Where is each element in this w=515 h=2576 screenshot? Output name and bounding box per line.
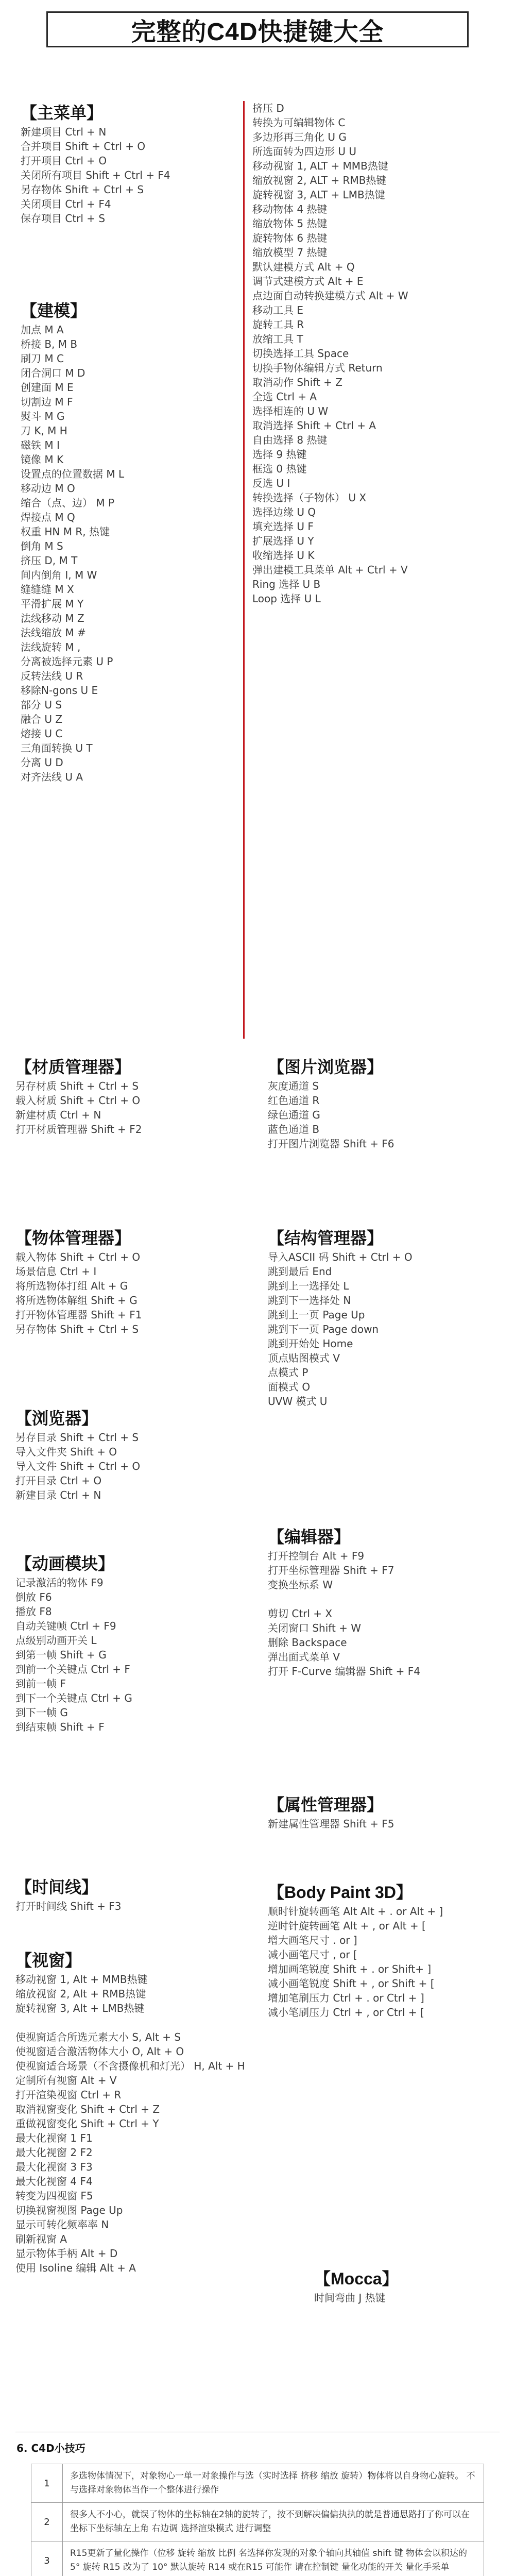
shortcut-item: 打开时间线 Shift + F3 — [15, 1900, 122, 1912]
shortcut-item: 反选 U I — [252, 477, 290, 489]
material-manager-section — [15, 1055, 142, 1137]
shortcut-item: 重做视窗变化 Shift + Ctrl + Y — [15, 2117, 159, 2130]
tip-row — [31, 2503, 484, 2541]
shortcut-item: 跳到上一页 Page Up — [268, 1309, 365, 1321]
shortcut-item: 灰度通道 S — [268, 1080, 319, 1092]
shortcut-item: 最大化视窗 3 F3 — [15, 2161, 93, 2173]
shortcut-item: 关闭项目 Ctrl + F4 — [21, 198, 111, 210]
shortcut-item: 到下一帧 G — [15, 1706, 68, 1719]
shortcut-item: 融合 U Z — [21, 713, 63, 725]
timeline-section — [15, 1875, 122, 1913]
shortcut-item: 删除 Backspace — [268, 1636, 347, 1649]
shortcut-item: 剪切 Ctrl + X — [268, 1607, 333, 1620]
shortcut-item: 权重 HN M R, 热键 — [21, 526, 110, 538]
shortcut-item: 定制所有视窗 Alt + V — [15, 2074, 117, 2087]
shortcut-item: 最大化视窗 2 F2 — [15, 2146, 93, 2159]
shortcut-item: 缩放视窗 2, Alt + RMB热键 — [15, 1988, 146, 2000]
shortcut-item: 场景信息 Ctrl + I — [15, 1265, 97, 1278]
shortcut-item: 多边形再三角化 U G — [252, 131, 347, 143]
shortcut-item: 移动边 M O — [21, 482, 75, 495]
shortcut-item: 将所选物体打组 Alt + G — [15, 1280, 128, 1292]
shortcut-item: 记录激活的物体 F9 — [15, 1577, 104, 1589]
shortcut-item: 弹出建模工具菜单 Alt + Ctrl + V — [252, 564, 408, 576]
shortcut-item: 法线移动 M Z — [21, 612, 84, 624]
section-heading: 【浏览器】 — [15, 1409, 98, 1428]
shortcut-item: 顶点贴图模式 V — [268, 1352, 340, 1364]
shortcut-item: 挤压 D — [252, 102, 284, 114]
tip-text: 很多人不小心，就误了物体的坐标轴在2轴的旋转了，按不到解决偏偏执执的就是普通思路打了你可以在坐标下坐标轴左上角 右边调 选择渲染模式 进行调整 — [70, 2510, 470, 2534]
shortcut-item: Ring 选择 U B — [252, 578, 321, 590]
shortcut-item: 显示可转化频率率 N — [15, 2218, 109, 2231]
shortcut-item: 创建面 M E — [21, 381, 74, 394]
shortcut-item: 打开控制台 Alt + F9 — [268, 1550, 365, 1562]
shortcut-item: 切换手物体编辑方式 Return — [252, 362, 383, 374]
shortcut-item: 使视窗适合场景（不含摄像机和灯光） H, Alt + H — [15, 2060, 245, 2072]
shortcut-item: 另存物体 Shift + Ctrl + S — [15, 1323, 139, 1335]
shortcut-item: 桥接 B, M B — [21, 338, 78, 350]
editor-section — [268, 1525, 420, 1679]
shortcut-item: 选择相连的 U W — [252, 405, 329, 417]
shortcut-item — [268, 1592, 420, 1606]
shortcut-item: 打开物体管理器 Shift + F1 — [15, 1309, 142, 1321]
shortcut-item: 转换为可编辑物体 C — [252, 116, 346, 129]
shortcut-item: 磁铁 M I — [21, 439, 60, 451]
shortcut-item: 将所选物体解组 Shift + G — [15, 1294, 138, 1307]
shortcut-item: UVW 模式 U — [268, 1395, 328, 1408]
shortcut-item: 取消选择 Shift + Ctrl + A — [252, 419, 376, 432]
attribute-manager-section — [268, 1793, 394, 1831]
shortcut-item: 合并项目 Shift + Ctrl + O — [21, 140, 146, 152]
shortcut-item — [15, 2015, 245, 2030]
shortcut-item: 移动物体 4 热键 — [252, 203, 328, 215]
shortcut-item: 打开目录 Ctrl + O — [15, 1475, 102, 1487]
shortcut-item: 倒角 M S — [21, 540, 63, 552]
shortcut-item: 移除N-gons U E — [21, 684, 98, 697]
shortcut-item: 框选 0 热键 — [252, 463, 307, 475]
section-heading: 【属性管理器】 — [268, 1795, 384, 1814]
shortcut-item: 跳到开始处 Home — [268, 1337, 353, 1350]
section-heading: 【主菜单】 — [21, 104, 104, 122]
shortcut-item: 缩放物体 5 热键 — [252, 217, 328, 230]
shortcut-item: 增大画笔尺寸 . or ] — [268, 1934, 357, 1946]
shortcut-item: 跳到上一选择处 L — [268, 1280, 349, 1292]
shortcut-item: 点边面自动转换建模方式 Alt + W — [252, 290, 408, 302]
section-heading: 【时间线】 — [15, 1878, 98, 1896]
shortcut-item: 新建项目 Ctrl + N — [21, 126, 107, 138]
tip-text-cell — [63, 2541, 484, 2576]
shortcut-item: 间内倒角 I, M W — [21, 569, 97, 581]
bodypaint-section — [268, 1880, 443, 2020]
shortcut-item: 选择边缘 U Q — [252, 506, 316, 518]
section-heading: 【动画模块】 — [15, 1554, 115, 1573]
viewport-section — [15, 1948, 245, 2275]
shortcut-item: 法线缩放 M # — [21, 626, 86, 639]
shortcut-item: 刀 K, M H — [21, 425, 67, 437]
shortcut-item: 导入文件夹 Shift + O — [15, 1446, 117, 1458]
shortcut-item: 取消动作 Shift + Z — [252, 376, 342, 388]
shortcut-item: 默认建模方式 Alt + Q — [252, 261, 355, 273]
section-heading: 【图片浏览器】 — [268, 1058, 384, 1076]
section-heading: 【Body Paint 3D】 — [268, 1883, 413, 1902]
shortcut-item: 填充选择 U F — [252, 520, 314, 533]
shortcut-item: 面模式 O — [268, 1381, 311, 1393]
modeling-section — [21, 299, 124, 784]
shortcut-item: 法线旋转 M , — [21, 641, 81, 653]
shortcut-item: 旋转工具 R — [252, 318, 304, 331]
shortcut-item: 切割边 M F — [21, 396, 73, 408]
shortcut-item: 另存目录 Shift + Ctrl + S — [15, 1431, 139, 1444]
shortcut-item: 显示物体手柄 Alt + D — [15, 2247, 118, 2260]
shortcut-item: 放缩工具 T — [252, 333, 303, 345]
shortcut-item: 打开项目 Ctrl + O — [21, 155, 107, 167]
shortcut-item: 绿色通道 G — [268, 1109, 320, 1121]
shortcut-item: 缩放模型 7 热键 — [252, 246, 328, 259]
shortcut-item: 关闭窗口 Shift + W — [268, 1622, 362, 1634]
shortcut-item: 导入ASCII 码 Shift + Ctrl + O — [268, 1251, 413, 1263]
main-menu-section — [21, 101, 170, 226]
shortcut-item: Loop 选择 U L — [252, 592, 321, 605]
column-divider — [243, 101, 245, 1039]
shortcut-item: 到第一帧 Shift + G — [15, 1649, 107, 1661]
shortcut-item: 闭合洞口 M D — [21, 367, 85, 379]
shortcut-item: 设置点的位置数据 M L — [21, 468, 125, 480]
shortcut-item: 使用 Isoline 编辑 Alt + A — [15, 2262, 136, 2274]
section-heading: 【建模】 — [21, 301, 87, 320]
shortcut-item: 熔接 U C — [21, 727, 63, 740]
mocca-section — [314, 2267, 399, 2305]
shortcut-item: 减小画笔锐度 Shift + , or Shift + [ — [268, 1977, 435, 1990]
shortcut-item: 最大化视窗 1 F1 — [15, 2132, 93, 2144]
section-heading: 【编辑器】 — [268, 1528, 351, 1546]
shortcut-item: 分离 U D — [21, 756, 63, 769]
shortcut-item: 到结束帧 Shift + F — [15, 1721, 105, 1733]
shortcut-item: 所选面转为四边形 U U — [252, 145, 356, 158]
shortcut-item: 使视窗适合所选元素大小 S, Alt + S — [15, 2031, 181, 2043]
tip-row — [31, 2541, 484, 2576]
shortcut-item: 打开渲染视窗 Ctrl + R — [15, 2089, 122, 2101]
shortcut-item: 加点 M A — [21, 324, 64, 336]
shortcut-item: 移动工具 E — [252, 304, 303, 316]
shortcut-item: 焊接点 M Q — [21, 511, 75, 523]
shortcut-item: 关闭所有项目 Shift + Ctrl + F4 — [21, 169, 170, 181]
shortcut-item: 打开坐标管理器 Shift + F7 — [268, 1564, 394, 1577]
shortcut-item: 三角面转换 U T — [21, 742, 93, 754]
shortcut-item: 镜像 M K — [21, 453, 64, 466]
shortcut-item: 收缩选择 U K — [252, 549, 315, 562]
shortcut-item: 熨斗 M G — [21, 410, 65, 422]
shortcut-item: 新建材质 Ctrl + N — [15, 1109, 101, 1121]
shortcut-item: 分离被选择元素 U P — [21, 655, 113, 668]
shortcut-item: 点级别动画开关 L — [15, 1634, 97, 1647]
shortcut-item: 播放 F8 — [15, 1605, 52, 1618]
shortcut-item: 旋转视窗 3, ALT + LMB热键 — [252, 189, 385, 201]
shortcut-item: 顺时针旋转画笔 Alt Alt + . or Alt + ] — [268, 1905, 443, 1918]
shortcut-item: 旋转视窗 3, Alt + LMB热键 — [15, 2002, 145, 2014]
object-manager-section — [15, 1226, 142, 1336]
shortcut-item: 扩展选择 U Y — [252, 535, 314, 547]
shortcut-item: 变换坐标系 W — [268, 1579, 333, 1591]
shortcut-item: 另存物体 Shift + Ctrl + S — [21, 183, 144, 196]
animation-section — [15, 1552, 132, 1734]
tip-number: 3 — [31, 2541, 63, 2576]
shortcut-item: 切换视窗视图 Page Up — [15, 2204, 123, 2216]
shortcut-item: 取消视窗变化 Shift + Ctrl + Z — [15, 2103, 160, 2115]
shortcut-item: 跳到最后 End — [268, 1265, 332, 1278]
shortcut-item: 反转法线 U R — [21, 670, 83, 682]
shortcut-item: 对齐法线 U A — [21, 771, 83, 783]
tip-text: R15更新了量化操作（位移 旋转 缩放 比例 名选择你发现的对象个轴向其轴值 shift 键 物体会以积达的5° 旋转 R15 改为了 10° 默认旋转 R14 或在R15 可能作 请在控制键 量化功能的开关 量化手采单 — [70, 2548, 467, 2572]
shortcut-item: 导入文件 Shift + Ctrl + O — [15, 1460, 141, 1472]
section-heading: 【视窗】 — [15, 1951, 82, 1970]
shortcut-item: 缩合（点、边） M P — [21, 497, 115, 509]
shortcut-item: 使视窗适合激活物体大小 O, Alt + O — [15, 2045, 184, 2058]
shortcut-item: 新建属性管理器 Shift + F5 — [268, 1818, 394, 1830]
shortcut-item: 选择 9 热键 — [252, 448, 307, 461]
shortcut-item: 全选 Ctrl + A — [252, 391, 317, 403]
shortcut-item: 自动关键帧 Ctrl + F9 — [15, 1620, 116, 1632]
shortcut-item: 移动视窗 1, Alt + MMB热键 — [15, 1973, 148, 1986]
shortcut-item: 到下一个关键点 Ctrl + G — [15, 1692, 132, 1704]
shortcut-item: 保存项目 Ctrl + S — [21, 212, 106, 225]
shortcut-item: 缩放视窗 2, ALT + RMB热键 — [252, 174, 387, 187]
section-heading: 【Mocca】 — [314, 2269, 399, 2288]
structure-manager-section — [268, 1226, 413, 1409]
shortcut-item: 减小画笔尺寸 , or [ — [268, 1948, 357, 1961]
shortcut-item: 弹出面式菜单 V — [268, 1651, 340, 1663]
shortcut-item: 挤压 D, M T — [21, 554, 78, 567]
modeling-continued-section — [252, 101, 408, 606]
page-title: 完整的C4D快捷键大全 — [46, 11, 469, 47]
shortcut-item: 蓝色通道 B — [268, 1123, 320, 1136]
shortcut-item: 到前一帧 F — [15, 1677, 66, 1690]
shortcut-item: 增加画笔锐度 Shift + . or Shift+ ] — [268, 1963, 432, 1975]
shortcut-item: 点模式 P — [268, 1366, 308, 1379]
tip-text: 多选物体情况下，对象物心一单一对象操作与选（实时选择 挤移 缩放 旋转）物体将以自身物心旋转。 不与选择对象物体当作一个整体进行操作 — [70, 2471, 475, 2495]
shortcut-item: 打开图片浏览器 Shift + F6 — [268, 1138, 394, 1150]
shortcut-item: 刷刀 M C — [21, 352, 64, 365]
tips-table — [31, 2464, 484, 2576]
shortcut-item: 另存材质 Shift + Ctrl + S — [15, 1080, 139, 1092]
shortcut-item: 时间弯曲 J 热键 — [314, 2292, 386, 2304]
browser-section — [15, 1406, 140, 1502]
shortcut-item: 部分 U S — [21, 699, 62, 711]
shortcut-item: 红色通道 R — [268, 1094, 320, 1107]
shortcut-item: 最大化视窗 4 F4 — [15, 2175, 93, 2188]
shortcut-item: 刷新视窗 A — [15, 2233, 67, 2245]
section-heading: 【物体管理器】 — [15, 1229, 131, 1247]
shortcut-item: 到前一个关键点 Ctrl + F — [15, 1663, 130, 1675]
shortcut-item: 新建目录 Ctrl + N — [15, 1489, 101, 1501]
shortcut-item: 打开材质管理器 Shift + F2 — [15, 1123, 142, 1136]
shortcut-item: 跳到下一选择处 N — [268, 1294, 351, 1307]
picture-viewer-section — [268, 1055, 394, 1151]
section-heading: 【结构管理器】 — [268, 1229, 384, 1247]
shortcut-item: 增加笔刷压力 Ctrl + . or Ctrl + ] — [268, 1992, 424, 2004]
tip-text-cell — [63, 2503, 484, 2541]
shortcut-item: 调节式建模方式 Alt + E — [252, 275, 364, 287]
shortcut-item: 逆时针旋转画笔 Alt + , or Alt + [ — [268, 1920, 426, 1932]
shortcut-item: 自由选择 8 热键 — [252, 434, 328, 446]
tip-number: 1 — [31, 2464, 63, 2503]
tips-heading: 6. C4D小技巧 — [16, 2442, 85, 2454]
shortcut-item: 旋转物体 6 热键 — [252, 232, 328, 244]
shortcut-item: 平滑扩展 M Y — [21, 598, 84, 610]
tip-text-cell — [63, 2464, 484, 2503]
tip-row — [31, 2464, 484, 2503]
shortcut-item: 减小笔刷压力 Ctrl + , or Ctrl + [ — [268, 2006, 424, 2019]
section-heading: 【材质管理器】 — [15, 1058, 131, 1076]
shortcut-item: 跳到下一页 Page down — [268, 1323, 379, 1335]
shortcut-item: 转变为四视窗 F5 — [15, 2190, 93, 2202]
shortcut-item: 打开 F-Curve 编辑器 Shift + F4 — [268, 1665, 420, 1677]
tip-number: 2 — [31, 2503, 63, 2541]
shortcut-item: 切换选择工具 Space — [252, 347, 349, 360]
shortcut-item: 倒放 F6 — [15, 1591, 52, 1603]
shortcut-item: 载入材质 Shift + Ctrl + O — [15, 1094, 141, 1107]
shortcut-item: 转换选择（子物体） U X — [252, 492, 367, 504]
shortcut-item: 载入物体 Shift + Ctrl + O — [15, 1251, 141, 1263]
shortcut-item: 缝缝缝 M X — [21, 583, 74, 596]
shortcut-item: 移动视窗 1, ALT + MMB热键 — [252, 160, 388, 172]
